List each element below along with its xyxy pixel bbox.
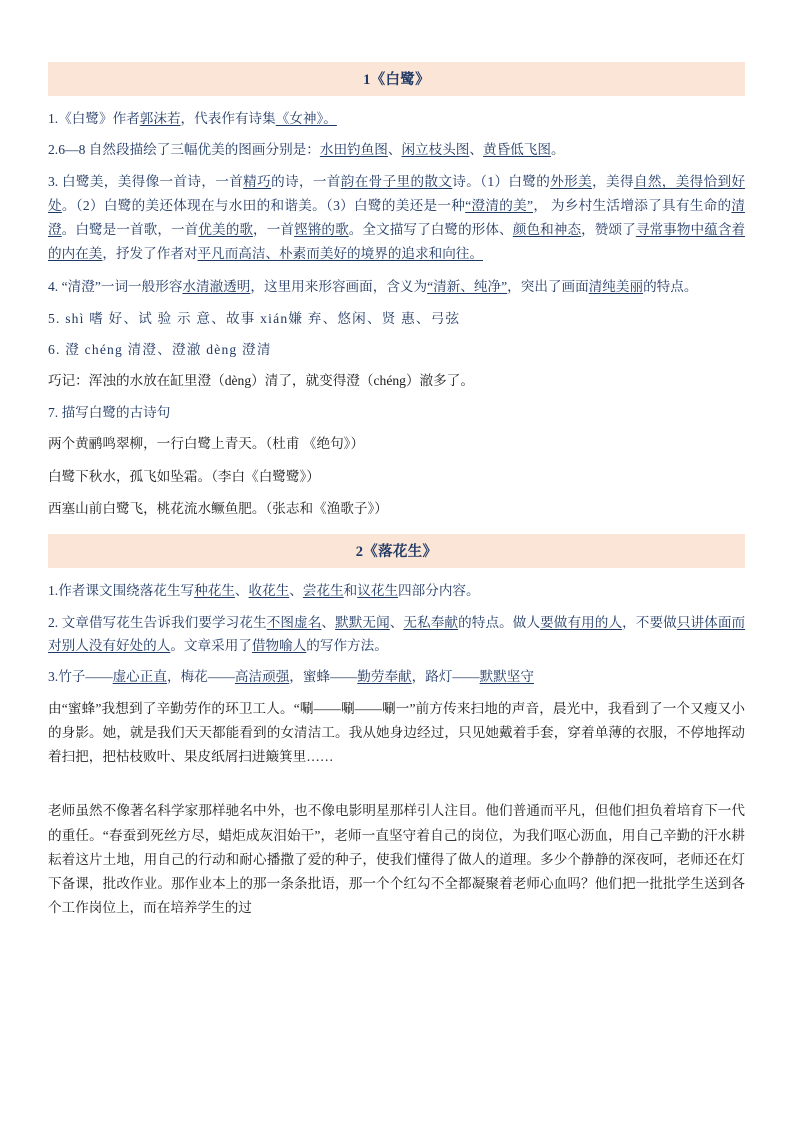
line-1-1: 1.《白鹭》作者郭沫若，代表作有诗集《女神》。 (48, 111, 337, 126)
line-1-3: 3. 白鹭美，美得像一首诗，一首精巧的诗，一首韵在骨子里的散文诗。（1）白鹭的外形美，美得自然，美得恰到好处。（2）白鹭的美还体现在与水田的和谐美。（3）白鹭的美还是一种“澄清的美”， 为乡村生活增添了具有生命的清澄。白鹭是一首歌，一首优美的歌，一首铿锵的歌。全文描写了白鹭的形体、颜色和神态，赞颂了寻常事物中蕴含着的内在美，抒发了作者对平凡而高洁、朴素而美好的境界的追求和向往。 (48, 173, 746, 262)
poem-line-3: 西塞山前白鹭飞，桃花流水鳜鱼肥。（张志和《渔歌子》） (48, 500, 388, 516)
line-1-6: 6. 澄 chéng 清澄、澄澈 dèng 澄清 (48, 342, 272, 358)
line-1-4: 4. “清澄”一词一般形容水清澈透明，这里用来形容画面，含义为“清新、纯净”，突出了画面清纯美丽的特点。 (48, 278, 698, 294)
section-1-body (48, 107, 745, 520)
line-1-7: 巧记：浑浊的水放在缸里澄（dèng）清了，就变得澄（chéng）澈多了。 (48, 373, 474, 389)
poem-quotes (48, 432, 745, 520)
poem-line-1: 两个黄鹂鸣翠柳，一行白鹭上青天。（杜甫 《绝句》） (48, 436, 365, 452)
line-2-2: 2. 文章借写花生告诉我们要学习花生不图虚名、默默无闻、无私奉献的特点。做人要做有用的人，不要做只讲体面而对别人没有好处的人。文章采用了借物喻人的写作方法。 (48, 614, 746, 654)
paragraph-bee: 由“蜜蜂”我想到了辛勤劳作的环卫工人。“唰——唰——唰一”前方传来扫地的声音，晨光中，我看到了一个又瘦又小的身影。她，就是我们天天都能看到的女清洁工。我从她身边经过，只见她戴着手套，穿着单薄的衣服，不停地挥动着扫把，把枯枝败叶、果皮纸屑扫进簸箕里…… (48, 700, 745, 765)
line-1-2: 2.6—8 自然段描绘了三幅优美的图画分别是：水田钓鱼图、闲立枝头图、黄昏低飞图。 (48, 142, 565, 158)
line-2-3: 3.竹子——虚心正直，梅花——高洁顽强，蜜蜂——勤劳奉献，路灯——默默坚守 (48, 669, 534, 685)
line-2-1: 1.作者课文围绕落花生写种花生、收花生、尝花生和议花生四部分内容。 (48, 583, 480, 599)
paragraph-teacher: 老师虽然不像著名科学家那样驰名中外，也不像电影明星那样引人注目。他们普通而平凡，但他们担负着培育下一代的重任。“春蚕到死丝方尽，蜡炬成灰泪始干”，老师一直坚守着自己的岗位，为我们呕心沥血，用自己辛勤的汗水耕耘着这片土地，用自己的行动和耐心播撒了爱的种子，使我们懂得了做人的道理。多少个静静的深夜呵，老师还在灯下备课，批改作业。那作业本上的那一条条批语，那一个个红勾不全都凝聚着老师心血吗？他们把一批批学生送到各个工作岗位上，而在培养学生的过 (48, 803, 745, 916)
section-2-body (48, 579, 745, 920)
line-1-8: 7. 描写白鹭的古诗句 (48, 404, 171, 420)
poem-line-2: 白鹭下秋水，孤飞如坠霜。（李白《白鹭鹭》） (48, 468, 320, 484)
section-title-1: 1《白鹭》 (48, 62, 745, 96)
line-1-5: 5. shì 嗜 好、试 验 示 意、故事 xián嫌 弃、悠闲、贤 惠、弓弦 (48, 310, 461, 326)
paragraph-spacer (48, 777, 745, 799)
section-title-2: 2《落花生》 (48, 534, 745, 568)
